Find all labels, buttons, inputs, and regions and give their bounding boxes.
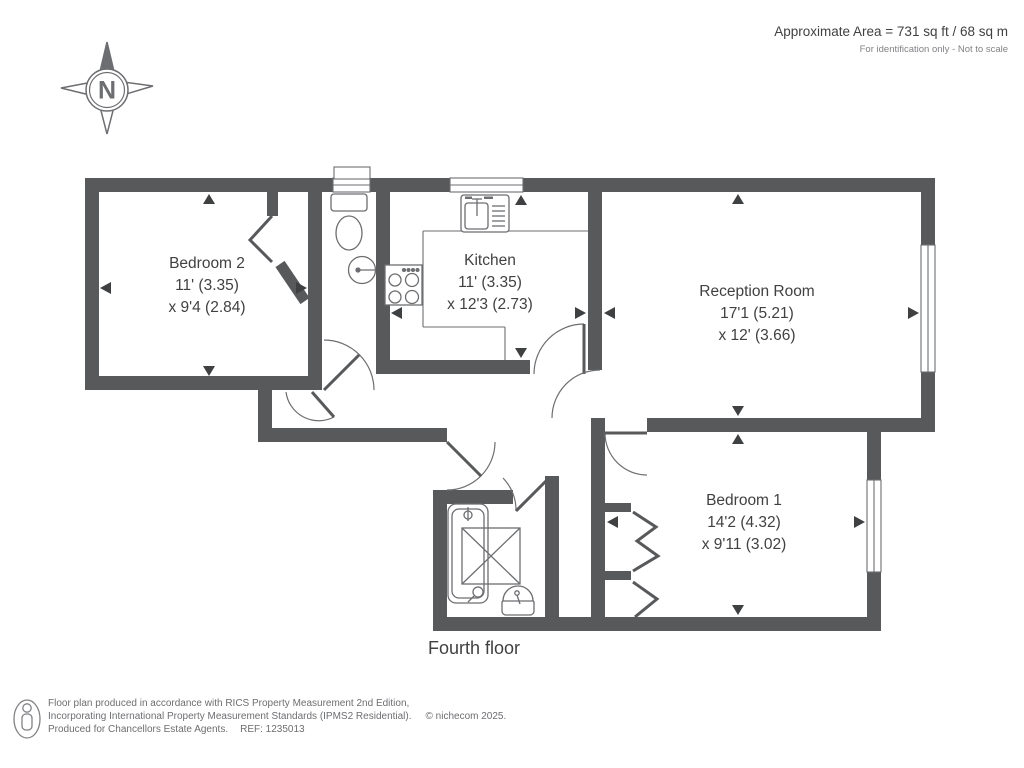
kitchen-arrow-up: [515, 195, 527, 205]
room-label-bedroom1: [702, 490, 787, 556]
room-dim1: 11' (3.35): [458, 274, 522, 291]
kitchen-window: [450, 178, 523, 192]
room-label-bedroom2: [168, 253, 245, 319]
footer-disclaimer: [48, 697, 506, 736]
wc-window: [333, 178, 370, 192]
bedroom1-window: [867, 480, 881, 572]
approximate-area-text: Approximate Area = 731 sq ft / 68 sq m: [774, 24, 1008, 39]
kitchen-arrow-right: [575, 307, 586, 319]
bedroom1-arrow-left: [607, 516, 618, 528]
kitchen-door-arc: [534, 324, 584, 374]
room-dim2: x 12' (3.66): [718, 327, 796, 344]
floor-name-label: Fourth floor: [428, 638, 521, 658]
footer-copyright: © nichecom 2025.: [425, 711, 507, 722]
room-label-kitchen: [447, 250, 533, 316]
reception-arrow-up: [732, 194, 744, 204]
footer-line3: Produced for Chancellors Estate Agents.: [48, 724, 229, 735]
nichecom-logo-icon: [14, 700, 40, 738]
bedroom1-arrow-down: [732, 605, 744, 615]
hall-door-leaf: [447, 442, 481, 476]
compass-letter: N: [97, 76, 117, 105]
room-dim1: 17'1 (5.21): [720, 305, 794, 322]
bedroom2-arrow-left: [100, 282, 111, 294]
bathroom-door-leaf: [516, 478, 549, 511]
compass-icon: [61, 42, 153, 134]
wc-basin-icon: [349, 257, 377, 284]
room-dim1: 14'2 (4.32): [707, 514, 781, 531]
bedroom2-arrow-up: [203, 194, 215, 204]
bedroom1-arrow-right: [854, 516, 865, 528]
flue-box: [334, 167, 370, 179]
room-dim1: 11' (3.35): [175, 277, 239, 294]
room-dim2: x 9'4 (2.84): [168, 299, 246, 316]
bedroom1-closet-bifold-upper: [633, 512, 658, 571]
wc-toilet-icon: [331, 194, 367, 250]
footer-line1: Floor plan produced in accordance with RICS Property Measurement 2nd Edition,: [48, 698, 410, 709]
room-dim2: x 9'11 (3.02): [701, 536, 787, 553]
reception-door-arc: [552, 370, 600, 418]
kitchen-arrow-down: [515, 348, 527, 358]
hob-icon: [385, 265, 422, 305]
room-name: Reception Room: [699, 283, 815, 300]
footer-ref: REF: 1235013: [240, 724, 305, 735]
footer-line2: Incorporating International Property Measurement Standards (IPMS2 Residential).: [48, 711, 412, 722]
room-dim2: x 12'3 (2.73): [447, 296, 533, 313]
wc-door-leaf: [324, 355, 359, 390]
reception-window: [921, 245, 935, 372]
room-name: Bedroom 1: [706, 492, 782, 509]
room-name: Kitchen: [464, 252, 516, 269]
walls: [85, 178, 935, 631]
reception-arrow-down: [732, 406, 744, 416]
bedroom2-closet-bifold: [250, 216, 272, 262]
room-label-reception: [699, 281, 814, 347]
entrance-door-leaf: [312, 392, 334, 417]
identification-disclaimer-text: For identification only - Not to scale: [859, 44, 1008, 55]
reception-arrow-right: [908, 307, 919, 319]
entrance-door-arc: [286, 392, 334, 421]
bedroom1-closet-bifold-lower: [633, 582, 657, 617]
bathroom-toilet-icon: [502, 586, 534, 615]
kitchen-sink-icon: [461, 195, 509, 232]
bedroom1-door-arc: [605, 433, 647, 475]
bedroom2-arrow-down: [203, 366, 215, 376]
kitchen-arrow-left: [391, 307, 402, 319]
bedroom1-arrow-up: [732, 434, 744, 444]
room-name: Bedroom 2: [169, 255, 245, 272]
reception-arrow-left: [604, 307, 615, 319]
